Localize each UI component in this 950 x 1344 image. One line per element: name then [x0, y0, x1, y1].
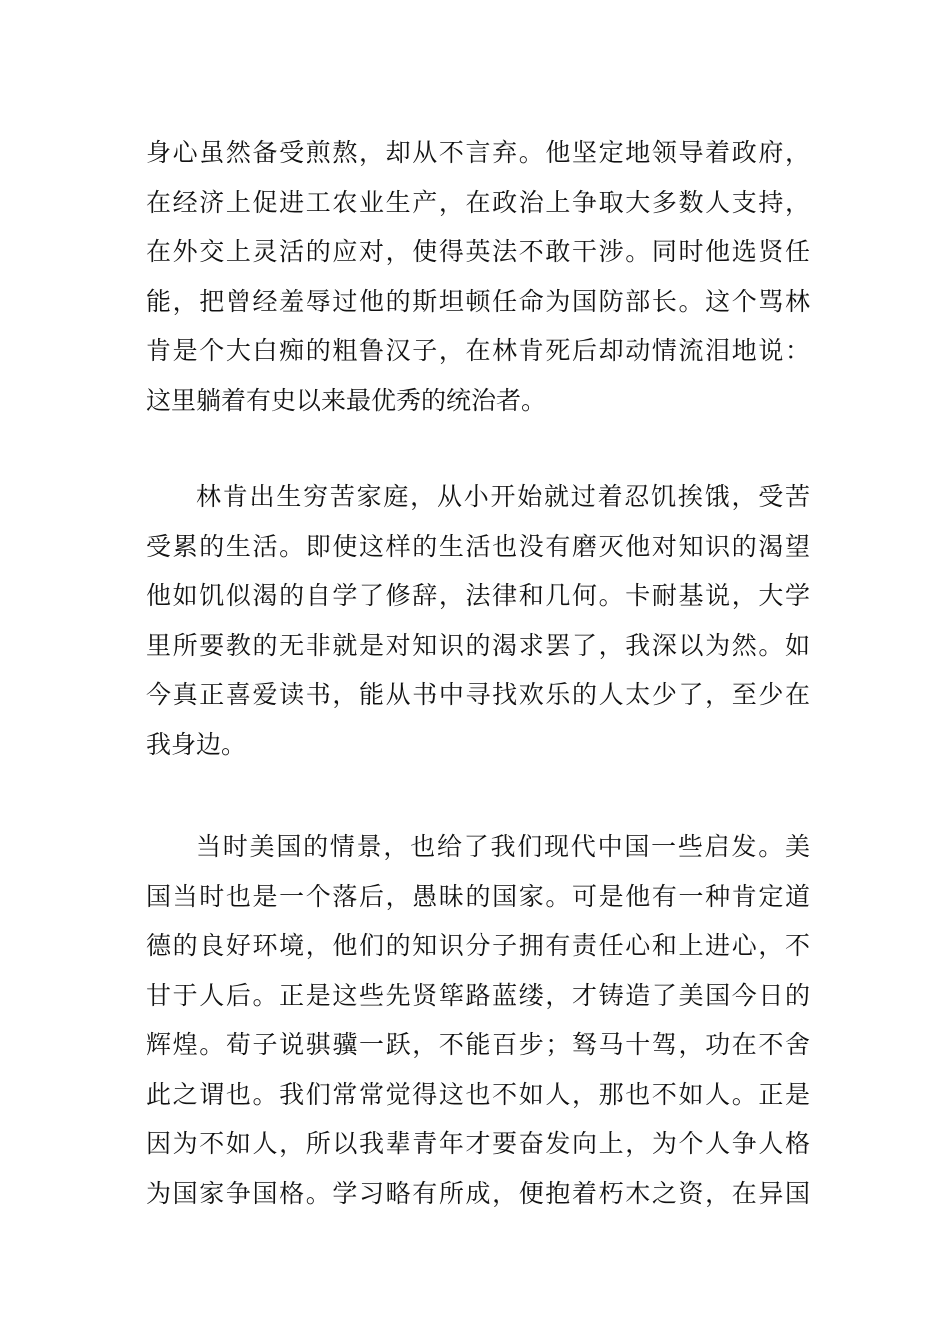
text-line: 甘于人后。正是这些先贤筚路蓝缕，才铸造了美国今日的 [146, 980, 810, 1010]
text-line: 当时美国的情景，也给了我们现代中国一些启发。美 [196, 832, 810, 861]
text-line: 肯是个大白痴的粗鲁汉子，在林肯死后却动情流泪地说： [146, 336, 810, 365]
text-line: 能，把曾经羞辱过他的斯坦顿任命为国防部长。这个骂林 [146, 286, 810, 316]
text-line: 林肯出生穷苦家庭，从小开始就过着忍饥挨饿，受苦 [196, 482, 810, 511]
text-line: 他如饥似渴的自学了修辞，法律和几何。卡耐基说，大学 [146, 581, 810, 610]
text-line: 身心虽然备受煎熬，却从不言弃。他坚定地领导着政府， [146, 138, 810, 167]
text-line: 在经济上促进工农业生产，在政治上争取大多数人支持， [146, 187, 810, 217]
text-line: 辉煌。荀子说骐骥一跃，不能百步；驽马十驾，功在不舍 [146, 1030, 810, 1059]
paragraph-1 [146, 128, 810, 425]
text-line: 受累的生活。即使这样的生活也没有磨灭他对知识的渴望 [146, 531, 810, 561]
text-line: 在外交上灵活的应对，使得英法不敢干涉。同时他选贤任 [146, 237, 810, 266]
text-line: 为国家争国格。学习略有所成，便抱着朽木之资，在异国 [146, 1178, 810, 1208]
text-line: 此之谓也。我们常常觉得这也不如人，那也不如人。正是 [146, 1079, 810, 1109]
text-line: 国当时也是一个落后，愚昧的国家。可是他有一种肯定道 [146, 881, 810, 911]
paragraph-2 [146, 472, 810, 769]
text-line: 德的良好环境，他们的知识分子拥有责任心和上进心，不 [146, 931, 810, 960]
paragraph-3 [146, 822, 810, 1218]
text-line: 这里躺着有史以来最优秀的统治者。 [146, 385, 547, 415]
text-line: 我身边。 [146, 729, 247, 759]
text-line: 因为不如人，所以我辈青年才要奋发向上，为个人争人格 [146, 1129, 810, 1158]
text-line: 今真正喜爱读书，能从书中寻找欢乐的人太少了，至少在 [146, 680, 810, 709]
text-line: 里所要教的无非就是对知识的渴求罢了，我深以为然。如 [146, 630, 810, 660]
